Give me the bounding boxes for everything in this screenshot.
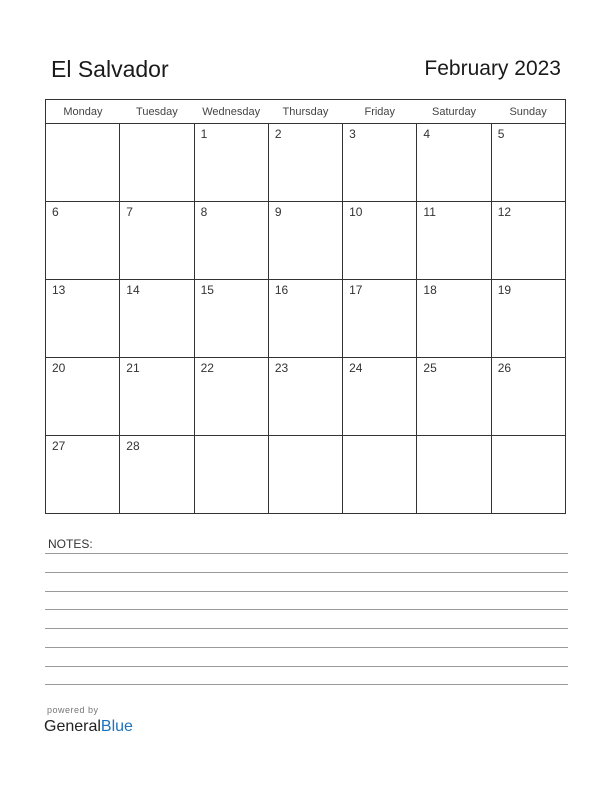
day-cell bbox=[46, 358, 120, 436]
notes-line bbox=[45, 572, 568, 573]
day-number: 20 bbox=[52, 361, 66, 375]
day-cell bbox=[268, 358, 342, 436]
day-number: 15 bbox=[200, 283, 214, 297]
day-number: 17 bbox=[349, 283, 363, 297]
day-number: 6 bbox=[52, 205, 59, 219]
notes-line bbox=[45, 553, 568, 554]
brand-general-text: General bbox=[44, 718, 101, 735]
day-number: 21 bbox=[126, 361, 140, 375]
calendar-month-title: February 2023 bbox=[424, 57, 561, 80]
notes-line bbox=[45, 684, 568, 685]
day-cell bbox=[120, 124, 194, 202]
day-cell bbox=[120, 358, 194, 436]
calendar-country-title: El Salvador bbox=[51, 56, 169, 82]
day-number bbox=[195, 436, 268, 439]
day-cell bbox=[268, 124, 342, 202]
day-number: 24 bbox=[349, 361, 363, 375]
day-cell bbox=[120, 202, 194, 280]
day-cell bbox=[194, 124, 268, 202]
brand-blue-text: Blue bbox=[100, 718, 133, 735]
powered-by-text: powered by bbox=[47, 705, 99, 715]
day-cell bbox=[194, 280, 268, 358]
day-number: 11 bbox=[423, 205, 436, 219]
day-cell bbox=[417, 436, 491, 514]
weekday-tuesday: Tuesday bbox=[120, 100, 194, 124]
week-row bbox=[46, 202, 566, 280]
day-cell bbox=[343, 436, 417, 514]
day-number: 16 bbox=[274, 283, 289, 297]
day-number bbox=[343, 436, 416, 439]
day-cell bbox=[491, 436, 565, 514]
day-number: 1 bbox=[200, 127, 208, 141]
day-cell bbox=[46, 280, 120, 358]
notes-label: NOTES: bbox=[48, 537, 93, 551]
day-cell bbox=[343, 280, 417, 358]
day-number: 25 bbox=[423, 361, 437, 375]
day-number: 7 bbox=[126, 205, 133, 219]
day-cell bbox=[491, 358, 565, 436]
day-cell bbox=[491, 280, 565, 358]
day-number: 26 bbox=[497, 361, 512, 375]
day-number: 4 bbox=[423, 127, 431, 141]
day-cell bbox=[417, 124, 491, 202]
day-cell bbox=[343, 202, 417, 280]
day-cell bbox=[46, 436, 120, 514]
weekday-friday: Friday bbox=[343, 100, 417, 124]
notes-line bbox=[45, 647, 568, 648]
day-cell bbox=[268, 202, 342, 280]
week-row bbox=[46, 280, 566, 358]
day-cell bbox=[417, 358, 491, 436]
day-number: 10 bbox=[349, 205, 363, 219]
weekday-thursday: Thursday bbox=[268, 100, 342, 124]
day-number: 13 bbox=[52, 283, 66, 297]
day-number: 23 bbox=[274, 361, 289, 375]
calendar-grid bbox=[45, 99, 566, 514]
day-cell bbox=[194, 202, 268, 280]
notes-line bbox=[45, 628, 568, 629]
day-number: 28 bbox=[126, 439, 140, 453]
day-cell bbox=[46, 202, 120, 280]
weekday-saturday: Saturday bbox=[417, 100, 491, 124]
day-number: 12 bbox=[497, 205, 512, 219]
day-cell bbox=[491, 202, 565, 280]
week-row bbox=[46, 124, 566, 202]
day-number: 8 bbox=[200, 205, 208, 219]
day-number bbox=[417, 436, 490, 439]
day-number bbox=[46, 124, 119, 127]
weekday-wednesday: Wednesday bbox=[194, 100, 268, 124]
notes-line bbox=[45, 609, 568, 610]
weekday-header-row bbox=[46, 100, 566, 124]
day-cell bbox=[46, 124, 120, 202]
day-number: 19 bbox=[497, 283, 512, 297]
day-cell bbox=[491, 124, 565, 202]
day-cell bbox=[194, 358, 268, 436]
day-number: 9 bbox=[274, 205, 282, 219]
day-cell bbox=[343, 358, 417, 436]
day-cell bbox=[194, 436, 268, 514]
day-number bbox=[492, 436, 565, 439]
day-cell bbox=[417, 280, 491, 358]
weekday-monday: Monday bbox=[46, 100, 120, 124]
week-row bbox=[46, 358, 566, 436]
notes-line bbox=[45, 666, 568, 667]
day-number bbox=[269, 436, 342, 439]
day-number: 14 bbox=[126, 283, 140, 297]
day-number: 27 bbox=[52, 439, 66, 453]
day-number: 3 bbox=[349, 127, 356, 141]
day-cell bbox=[343, 124, 417, 202]
weekday-sunday: Sunday bbox=[491, 100, 565, 124]
day-number: 5 bbox=[497, 127, 505, 141]
week-row bbox=[46, 436, 566, 514]
day-cell bbox=[417, 202, 491, 280]
day-number: 18 bbox=[423, 283, 437, 297]
generalblue-logo bbox=[44, 717, 133, 737]
notes-line bbox=[45, 591, 568, 592]
day-cell bbox=[120, 280, 194, 358]
day-cell bbox=[268, 436, 342, 514]
day-number: 22 bbox=[200, 361, 214, 375]
day-number bbox=[120, 124, 193, 127]
day-cell bbox=[120, 436, 194, 514]
day-number: 2 bbox=[274, 127, 282, 141]
day-cell bbox=[268, 280, 342, 358]
